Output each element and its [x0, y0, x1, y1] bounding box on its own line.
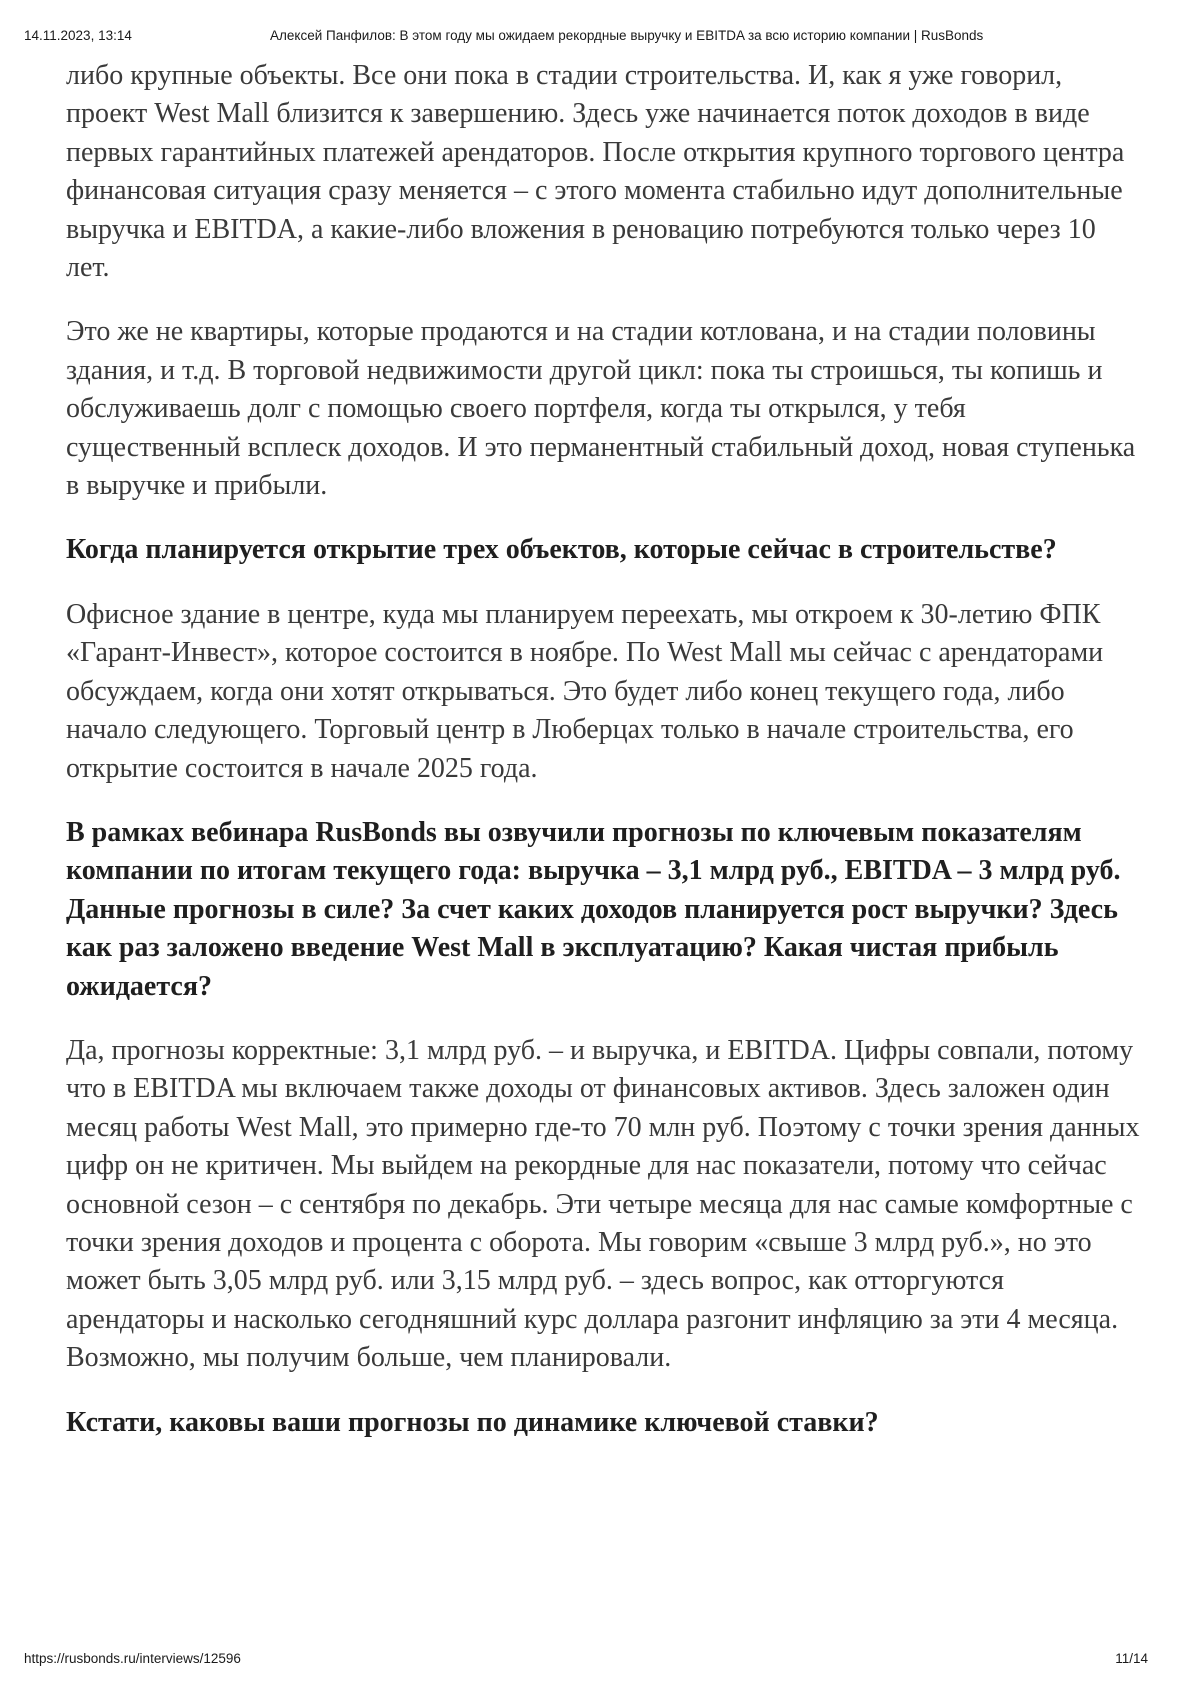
interview-question: Когда планируется открытие трех объектов, которые сейчас в строительстве?	[66, 534, 1057, 566]
print-footer	[24, 1651, 1166, 1671]
interview-question: Кстати, каковы ваши прогнозы по динамике ключевой ставки?	[66, 1406, 879, 1438]
print-header	[24, 28, 1166, 48]
print-datetime: 14.11.2023, 13:14	[24, 28, 132, 43]
interview-question: В рамках вебинара RusBonds вы озвучили прогнозы по ключевым показателям компании по итогам текущего года: выручка – 3,1 млрд руб., EBITDA – 3 млрд руб. Данные прогнозы в силе? За счет каких доходов планируется рост выручки? Здесь как раз заложено введение West Mall в эксплуатацию? Какая чистая прибыль ожидается?	[66, 816, 1121, 1002]
page-number: 11/14	[1115, 1651, 1148, 1666]
article-paragraph: либо крупные объекты. Все они пока в стадии строительства. И, как я уже говорил, проект West Mall близится к завершению. Здесь уже начинается поток доходов в виде первых гарантийных платежей арендаторов. После открытия крупного торгового центра финансовая ситуация сразу меняется – с этого момента стабильно идут дополнительные выручка и EBITDA, а какие-либо вложения в реновацию потребуются только через 10 лет.	[66, 60, 1125, 284]
article-paragraph: Офисное здание в центре, куда мы планируем переехать, мы откроем к 30-летию ФПК «Гарант-Инвест», которое состоится в ноябре. По West Mall мы сейчас с арендаторами обсуждаем, когда они хотят открываться. Это будет либо конец текущего года, либо начало следующего. Торговый центр в Люберцах только в начале строительства, его открытие состоится в начале 2025 года.	[66, 598, 1104, 784]
article-body	[66, 57, 1146, 1468]
article-paragraph: Это же не квартиры, которые продаются и на стадии котлована, и на стадии половины здания, и т.д. В торговой недвижимости другой цикл: пока ты строишься, ты копишь и обслуживаешь долг с помощью своего портфеля, когда ты открылся, у тебя существенный всплеск доходов. И это перманентный стабильный доход, новая ступенька в выручке и прибыли.	[66, 316, 1136, 502]
print-page-title: Алексей Панфилов: В этом году мы ожидаем рекордные выручку и EBITDA за всю историю компании | RusBonds	[270, 28, 984, 43]
print-url: https://rusbonds.ru/interviews/12596	[24, 1651, 241, 1666]
article-paragraph: Да, прогнозы корректные: 3,1 млрд руб. – и выручка, и EBITDA. Цифры совпали, потому что в EBITDA мы включаем также доходы от финансовых активов. Здесь заложен один месяц работы West Mall, это примерно где-то 70 млн руб. Поэтому с точки зрения данных цифр он не критичен. Мы выйдем на рекордные для нас показатели, потому что сейчас основной сезон – с сентября по декабрь. Эти четыре месяца для нас самые комфортные с точки зрения доходов и процента с оборота. Мы говорим «свыше 3 млрд руб.», но это может быть 3,05 млрд руб. или 3,15 млрд руб. – здесь вопрос, как отторгуются арендаторы и насколько сегодняшний курс доллара разгонит инфляцию за эти 4 месяца. Возможно, мы получим больше, чем планировали.	[66, 1034, 1140, 1374]
